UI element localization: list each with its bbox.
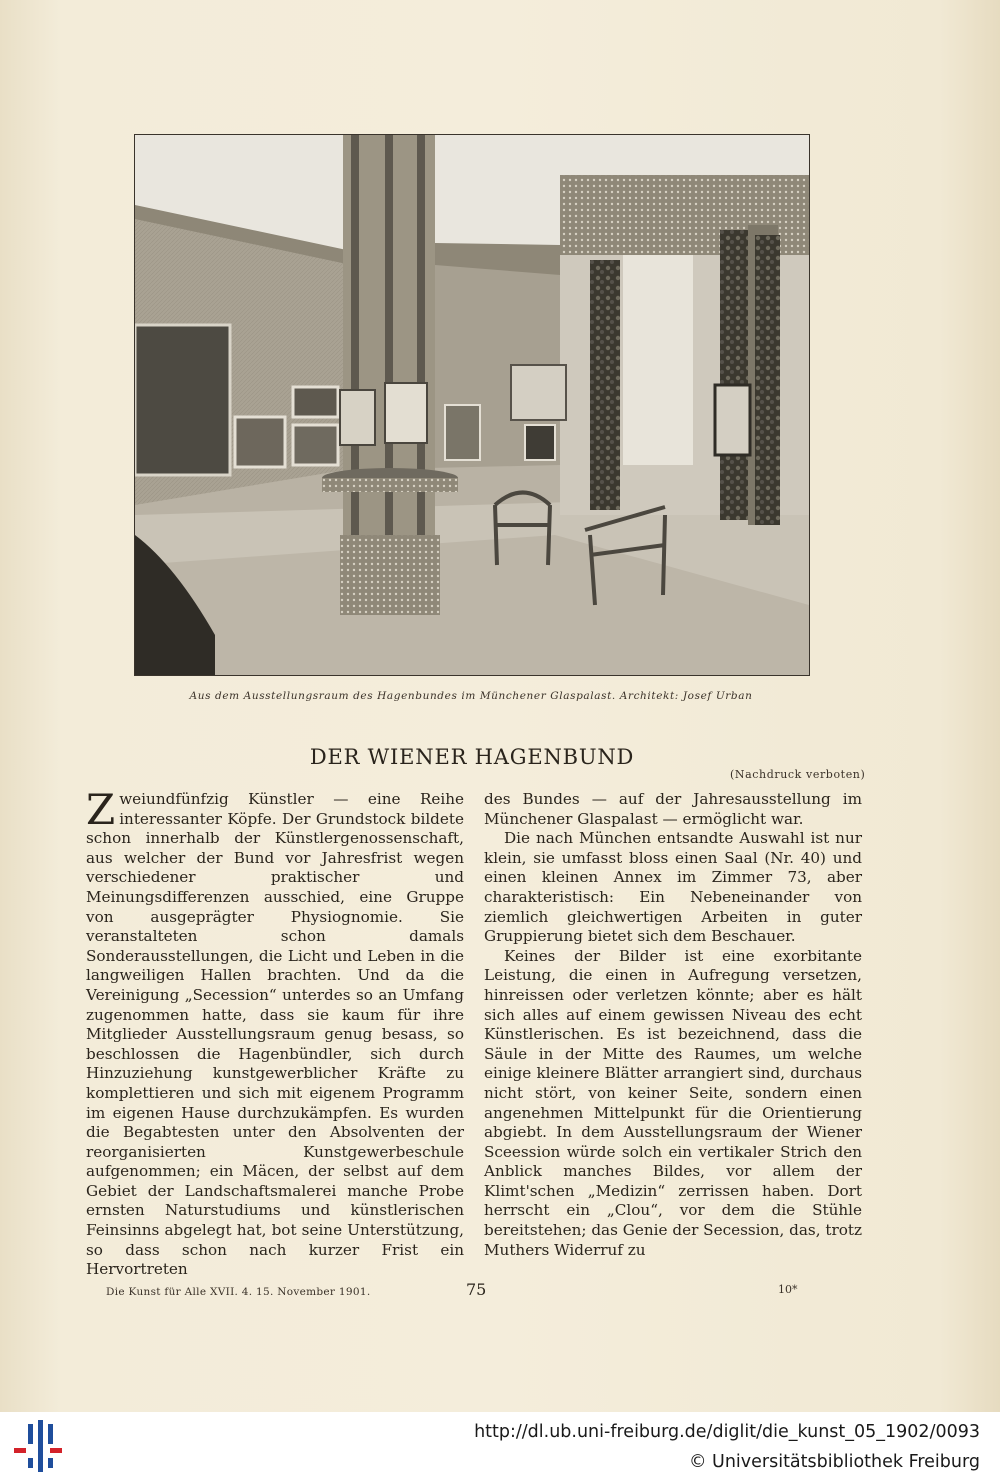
exhibition-room-image (135, 135, 809, 675)
copyright-notice: © Universitätsbibliothek Freiburg (688, 1452, 980, 1472)
exhibition-photograph (134, 134, 810, 676)
photo-caption: Aus dem Ausstellungsraum des Hagenbundes im Münchener Glaspalast. Architekt: Josef Urban (189, 690, 753, 702)
text-column-right (484, 790, 862, 1260)
paragraph: Die nach München entsandte Auswahl ist nur klein, sie umfasst bloss einen Saal (Nr. 40) und einen kleinen Annex im Zimmer 73, aber charakteristisch: Ein Nebeneinander von ziemlich gleichwertigen Arbeiten in guter Gruppierung bietet sich dem Beschauer. (484, 829, 862, 946)
paragraph (86, 785, 464, 1280)
paragraph-text: weiundfünfzig Künstler — eine Reihe interessanter Köpfe. Der Grundstock bildete schon innerhalb der Künstlergenossenschaft, aus welcher der Bund vor Jahresfrist wegen verschiedener praktischer und Meinungsdifferenzen ausschied, eine Gruppe von ausgeprägter Physiognomie. Sie veranstalteten schon damals Sonderausstellungen, die Licht und Leben in die langweiligen Hallen brachten. Und da die Vereinigung „Secession“ unterdes so an Umfang zugenommen hatte, dass sie kaum für ihre Mitglieder Ausstellungsraum genug besass, so beschlossen die Hagenbündler, sich durch Hinzuziehung kunstgewerblicher Kräfte zu komplettieren und sich mit eigenem Programm im eigenen Hause durchzukämpfen. Es wurden die Begabtesten unter den Absolventen der reorganisierten Kunstgewerbeschule aufgenommen; ein Mäcen, der selbst auf dem Gebiet der Landschaftsmalerei manche Probe ernsten Naturstudiums und künstlerischen Feinsinns abgelegt hat, bot seine Unterstützung, so dass schon nach kurzer Frist ein Hervortreten (86, 790, 464, 1279)
text-column-left (86, 785, 464, 1280)
paragraph: des Bundes — auf der Jahresausstellung im Münchener Glaspalast — ermöglicht war. (484, 790, 862, 828)
reprint-note: (Nachdruck verboten) (730, 768, 866, 781)
ub-freiburg-logo-icon (14, 1420, 64, 1472)
sheet-signature: 10* (778, 1283, 798, 1296)
drop-capital: Z (86, 785, 116, 834)
paragraph: Keines der Bilder ist eine exorbitante Leistung, die einen in Aufregung versetzen, hinreissen oder verletzen könnte; aber es hält sich alles auf einem gewissen Niveau des echt Künstlerischen. Es ist bezeichnend, dass die Säule in der Mitte des Raumes, um welche einige kleinere Blätter arrangiert sind, durchaus nicht stört, von keiner Seite, sondern einen angenehmen Mittelpunkt für die Orientierung abgiebt. In dem Ausstellungsraum der Wiener Sceession würde solch ein vertikaler Strich den Anblick manches Bildes, vor allem der Klimt'schen „Medizin“ zerrissen haben. Dort herrscht ein „Clou“, vor dem die Stühle bereitstehen; das Genie der Secession, das, trotz Muthers Widerruf zu (484, 946, 862, 1259)
article-title: DER WIENER HAGENBUND (309, 745, 635, 769)
archive-url-link[interactable]: http://dl.ub.uni-freiburg.de/diglit/die_kunst_05_1902/0093 (474, 1422, 980, 1442)
page-number: 75 (466, 1280, 487, 1299)
journal-footer: Die Kunst für Alle XVII. 4. 15. November 1901. (106, 1286, 371, 1298)
